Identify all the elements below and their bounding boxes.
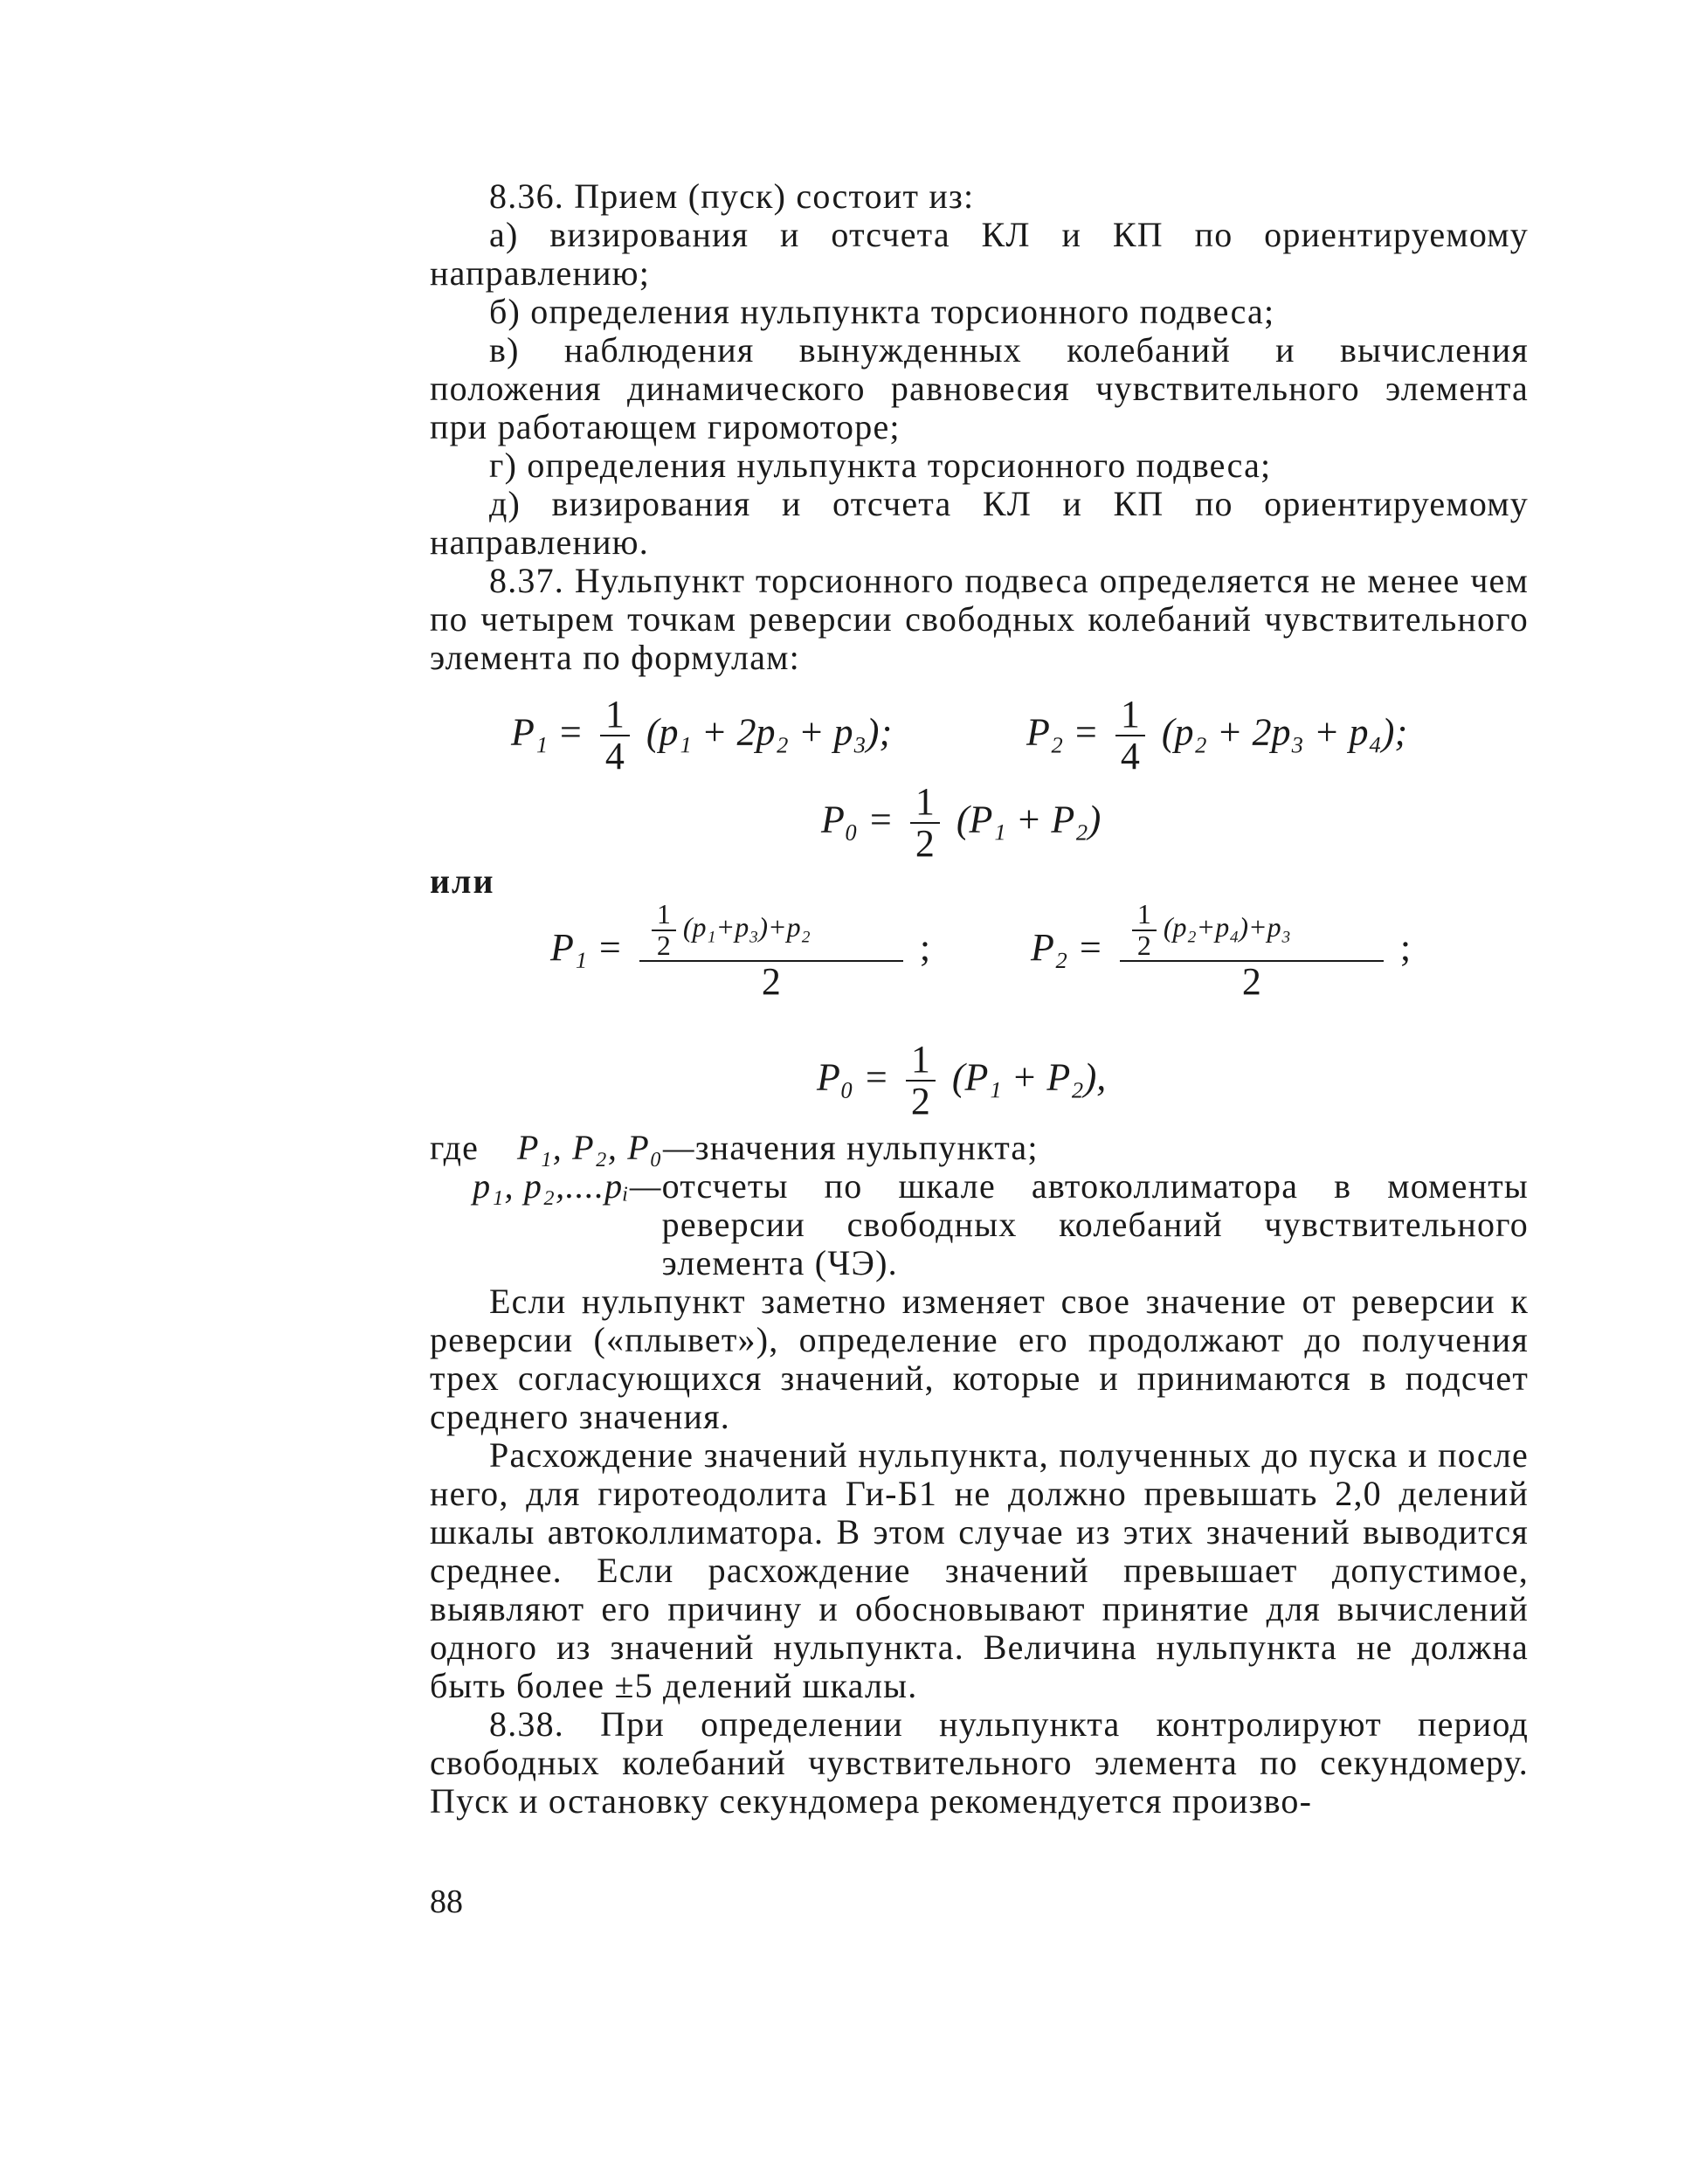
compound-numerator	[639, 900, 903, 962]
inner-rest: (p₁+p₃)+p₂	[682, 910, 811, 943]
denominator: 2	[915, 822, 935, 866]
numerator: 1	[600, 695, 630, 736]
definition-term: P₁, P₂, P₀—	[517, 1128, 695, 1167]
section-8-37-body	[430, 1282, 1529, 1821]
semicolon: ;	[919, 925, 931, 969]
list-item-a: а) визирования и отсчета КЛ и КП по ориентируемому направлению;	[430, 215, 1529, 293]
inner-rest: (p₂+p₄)+p₃	[1163, 910, 1291, 943]
formula-lhs: P₁ =	[550, 925, 623, 969]
numerator: 1	[906, 1040, 936, 1082]
fraction	[910, 782, 940, 864]
formula-lhs: P₁ =	[511, 710, 584, 754]
formula-rhs: (p₁ + 2p₂ + p₃);	[646, 710, 893, 754]
definition-row	[430, 1129, 1529, 1167]
section-8-38: 8.38. При определении нульпункта контролируют период свободных колебаний чувствительного элемента по секундомеру. Пуск и остановку секундомера рекомендуется произво-	[430, 1704, 1529, 1821]
numerator: 1	[910, 782, 940, 824]
denominator: 4	[1120, 735, 1140, 778]
paragraph-divergence: Расхождение значений нульпункта, полученных до пуска и после него, для гиротеодолита Ги-Б1 не должно превышать 2,0 делений шкалы автоколлиматора. В этом случае из этих значений выводится среднее. Если расхождение значений превышает допустимое, выявляют его причину и обосновывают принятие для вычислений одного из значений нульпункта. Величина нульпункта не должна быть более ±5 делений шкалы.	[430, 1435, 1529, 1705]
inner-fraction	[1132, 900, 1157, 960]
denominator: 2	[1241, 960, 1261, 1004]
fraction	[600, 695, 630, 777]
list-item-v: в) наблюдения вынужденных колебаний и вычисления положения динамического равновесия чувствительного элемента при работающем гиромоторе;	[430, 330, 1529, 446]
paragraph-drift: Если нульпункт заметно изменяет свое значение от реверсии к реверсии («плывет»), определение его продолжают до получения трех согласующихся значений, которые и принимаются в подсчет среднего значения.	[430, 1282, 1529, 1436]
compound-numerator	[1120, 900, 1384, 962]
list-item-g: г) определения нульпункта торсионного подвеса;	[489, 446, 1272, 485]
formula-rhs: (P₁ + P₂)	[956, 798, 1102, 841]
numerator: 1	[1115, 695, 1145, 736]
definition-row	[430, 1167, 1529, 1282]
formula-p2-quarter	[1026, 695, 1407, 777]
formula-lhs: P₀ =	[821, 798, 894, 841]
formula-p0-half	[821, 782, 1101, 864]
fraction	[1115, 695, 1145, 777]
definition-desc: отсчеты по шкале автоколлиматора в моменты реверсии свободных колебаний чувствительного элемента (ЧЭ).	[661, 1166, 1529, 1282]
numerator: 1	[652, 900, 676, 931]
formula-lhs: P₂ =	[1031, 925, 1103, 969]
denominator: 2	[910, 1080, 930, 1123]
formula-p0-half-second	[817, 1040, 1106, 1122]
denominator: 2	[761, 960, 781, 1004]
formula-lhs: P₀ =	[817, 1055, 889, 1099]
numerator: 1	[1132, 900, 1157, 931]
fraction	[906, 1040, 936, 1122]
section-8-36	[430, 177, 1529, 677]
where-label: где	[430, 1128, 480, 1167]
list-item-d: д) визирования и отсчета КЛ и КП по ориентируемому направлению.	[430, 484, 1529, 562]
indent-spacer	[430, 1167, 473, 1282]
denominator: 2	[1136, 929, 1151, 961]
formula-p1-compound	[550, 900, 930, 1002]
formula-lhs: P₂ =	[1026, 710, 1099, 754]
denominator: 2	[656, 929, 671, 961]
section-8-36-intro: 8.36. Прием (пуск) состоит из:	[489, 176, 975, 216]
denominator: 4	[604, 735, 625, 778]
compound-fraction	[1120, 900, 1384, 1002]
definition-term: p₁, p₂,....pᵢ—	[473, 1166, 662, 1206]
page-number: 88	[430, 1883, 463, 1920]
inner-fraction	[652, 900, 676, 960]
formula-p2-compound	[1031, 900, 1411, 1002]
formula-p1-quarter	[511, 695, 892, 777]
section-8-37-intro: 8.37. Нульпункт торсионного подвеса определяется не менее чем по четырем точкам реверсии свободных колебаний чувствительного элемента по формулам:	[430, 561, 1529, 677]
formula-rhs: (p₂ + 2p₃ + p₄);	[1161, 710, 1408, 754]
formula-rhs: (P₁ + P₂),	[951, 1055, 1107, 1099]
definition-desc: значения нульпункта;	[694, 1128, 1039, 1167]
semicolon: ;	[1399, 925, 1412, 969]
compound-fraction	[639, 900, 903, 1002]
definitions	[430, 1129, 1529, 1282]
list-item-b: б) определения нульпункта торсионного подвеса;	[489, 292, 1275, 331]
or-word: или	[430, 861, 495, 901]
